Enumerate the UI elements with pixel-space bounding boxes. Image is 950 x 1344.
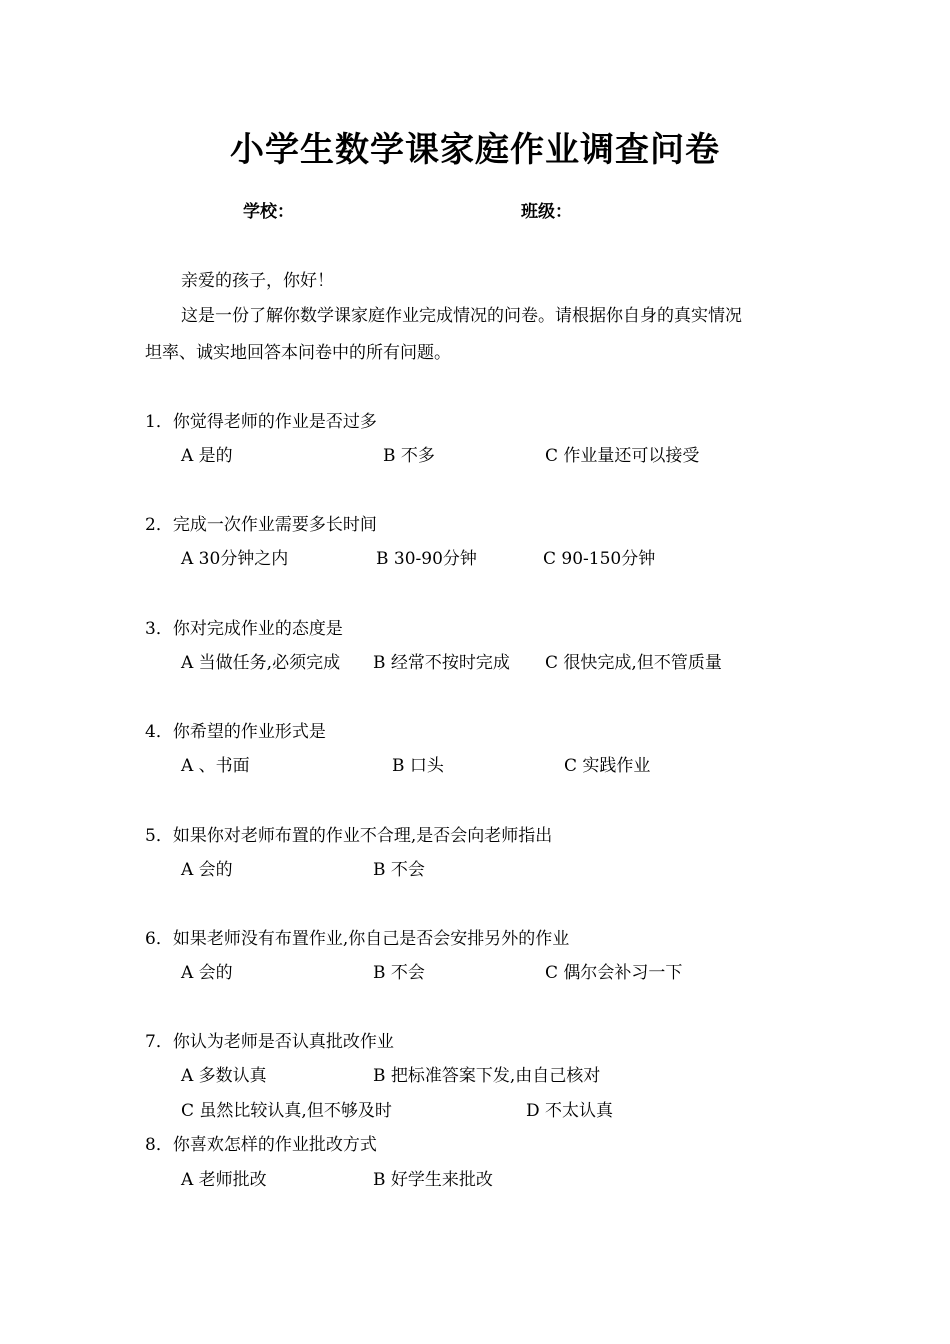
q5-option-a: A 会的 bbox=[181, 860, 233, 880]
question-3: 3．你对完成作业的态度是 bbox=[145, 619, 343, 639]
q1-option-b: B 不多 bbox=[383, 446, 435, 466]
school-label: 学校： bbox=[243, 202, 294, 222]
q3-option-b: B 经常不按时完成 bbox=[373, 653, 510, 673]
question-2: 2．完成一次作业需要多长时间 bbox=[145, 515, 377, 535]
class-label: 班级： bbox=[521, 202, 572, 222]
q6-option-b: B 不会 bbox=[373, 963, 425, 983]
q7-option-b: B 把标准答案下发,由自己核对 bbox=[373, 1066, 601, 1086]
question-8: 8．你喜欢怎样的作业批改方式 bbox=[145, 1135, 377, 1155]
page-title: 小学生数学课家庭作业调查问卷 bbox=[230, 130, 720, 170]
q2-option-b: B 30-90分钟 bbox=[376, 549, 477, 569]
question-6: 6．如果老师没有布置作业,你自己是否会安排另外的作业 bbox=[145, 929, 570, 949]
q4-option-a: A 、书面 bbox=[181, 756, 250, 776]
q4-option-b: B 口头 bbox=[392, 756, 444, 776]
q2-option-c: C 90-150分钟 bbox=[543, 549, 656, 569]
q7-option-c: C 虽然比较认真,但不够及时 bbox=[181, 1101, 392, 1121]
q3-option-c: C 很快完成,但不管质量 bbox=[545, 653, 722, 673]
q6-option-c: C 偶尔会补习一下 bbox=[545, 963, 683, 983]
q1-option-c: C 作业量还可以接受 bbox=[545, 446, 700, 466]
q1-option-a: A 是的 bbox=[181, 446, 233, 466]
q8-option-a: A 老师批改 bbox=[181, 1170, 267, 1190]
intro-line-2: 坦率、诚实地回答本问卷中的所有问题。 bbox=[145, 343, 451, 363]
q6-option-a: A 会的 bbox=[181, 963, 233, 983]
question-7: 7．你认为老师是否认真批改作业 bbox=[145, 1032, 394, 1052]
q7-option-a: A 多数认真 bbox=[181, 1066, 267, 1086]
intro-line-1: 这是一份了解你数学课家庭作业完成情况的问卷。请根据你自身的真实情况 bbox=[181, 306, 742, 326]
q3-option-a: A 当做任务,必须完成 bbox=[181, 653, 341, 673]
q2-option-a: A 30分钟之内 bbox=[181, 549, 289, 569]
q4-option-c: C 实践作业 bbox=[564, 756, 651, 776]
q8-option-b: B 好学生来批改 bbox=[373, 1170, 493, 1190]
question-1: 1．你觉得老师的作业是否过多 bbox=[145, 412, 377, 432]
question-4: 4．你希望的作业形式是 bbox=[145, 722, 326, 742]
question-5: 5．如果你对老师布置的作业不合理,是否会向老师指出 bbox=[145, 826, 553, 846]
q7-option-d: D 不太认真 bbox=[526, 1101, 614, 1121]
q5-option-b: B 不会 bbox=[373, 860, 425, 880]
greeting: 亲爱的孩子，你好！ bbox=[181, 271, 334, 291]
